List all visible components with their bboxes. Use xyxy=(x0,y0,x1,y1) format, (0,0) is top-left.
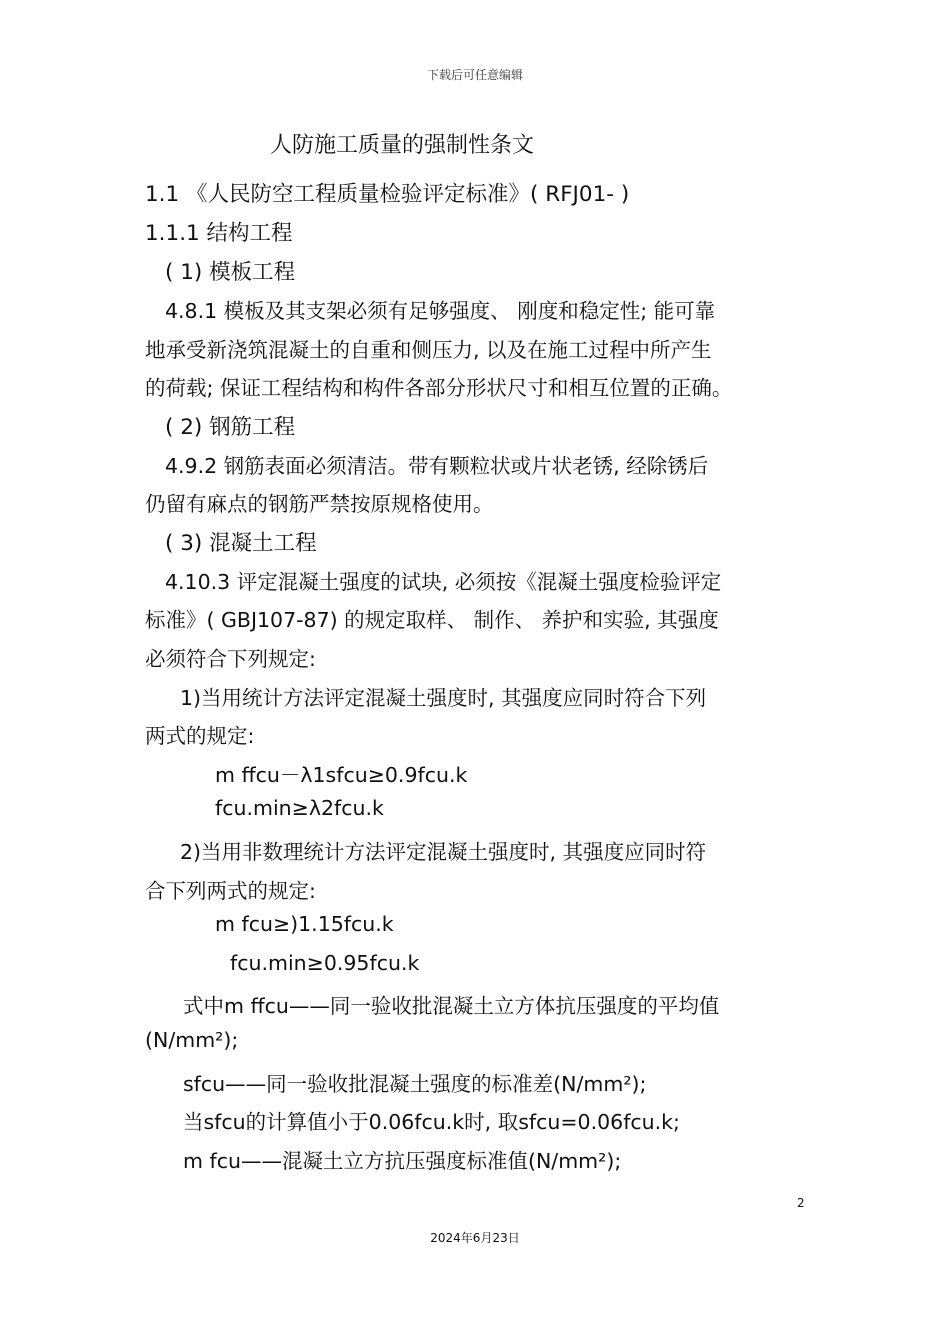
paragraph-line: 当sfcu的计算值小于0.06fcu.k时, 取sfcu=0.06fcu.k; xyxy=(183,1110,680,1134)
page-footer-date: 2024年6月23日 xyxy=(430,1231,520,1245)
paragraph-line: 1)当用统计方法评定混凝土强度时, 其强度应同时符合下列 xyxy=(180,686,707,710)
formula-line: fcu.min≥0.95fcu.k xyxy=(230,951,420,975)
paragraph-line: 必须符合下列规定: xyxy=(145,647,316,671)
item-heading-rebar: ( 2) 钢筋工程 xyxy=(165,415,296,440)
paragraph-line: 2)当用非数理统计方法评定混凝土强度时, 其强度应同时符 xyxy=(180,840,707,864)
paragraph-line: 4.9.2 钢筋表面必须清洁。带有颗粒状或片状老锈, 经除锈后 xyxy=(165,454,709,478)
formula-line: m ffcu－λ1sfcu≥0.9fcu.k xyxy=(215,763,468,787)
page-number: 2 xyxy=(797,1196,805,1210)
paragraph-line: 的荷载; 保证工程结构和构件各部分形状尺寸和相互位置的正确。 xyxy=(145,376,733,400)
item-heading-concrete: ( 3) 混凝土工程 xyxy=(165,531,317,556)
page-header: 下载后可任意编辑 xyxy=(426,68,523,82)
paragraph-line: 式中m ffcu——同一验收批混凝土立方体抗压强度的平均值 xyxy=(183,994,720,1018)
formula-line: m fcu≥)1.15fcu.k xyxy=(215,912,394,936)
paragraph-line: sfcu——同一验收批混凝土强度的标准差(N/mm²); xyxy=(183,1072,647,1096)
paragraph-line: 两式的规定: xyxy=(145,724,255,748)
section-heading: 1.1 《人民防空工程质量检验评定标准》( RFJ01- ) xyxy=(145,182,630,207)
paragraph-line: 合下列两式的规定: xyxy=(145,879,316,903)
document-title: 人防施工质量的强制性条文 xyxy=(270,133,535,158)
paragraph-line: m fcu——混凝土立方抗压强度标准值(N/mm²); xyxy=(183,1149,622,1173)
subsection-heading: 1.1.1 结构工程 xyxy=(145,221,293,246)
paragraph-line: 4.8.1 模板及其支架必须有足够强度、 刚度和稳定性; 能可靠 xyxy=(165,299,716,323)
paragraph-line: (N/mm²); xyxy=(145,1028,239,1052)
paragraph-line: 标准》( GBJ107-87) 的规定取样、 制作、 养护和实验, 其强度 xyxy=(145,608,719,632)
paragraph-line: 地承受新浇筑混凝土的自重和侧压力, 以及在施工过程中所产生 xyxy=(145,338,712,362)
paragraph-line: 4.10.3 评定混凝土强度的试块, 必须按《混凝土强度检验评定 xyxy=(165,570,722,594)
formula-line: fcu.min≥λ2fcu.k xyxy=(215,796,384,820)
paragraph-line: 仍留有麻点的钢筋严禁按原规格使用。 xyxy=(145,492,494,516)
item-heading-formwork: ( 1) 模板工程 xyxy=(165,260,296,285)
